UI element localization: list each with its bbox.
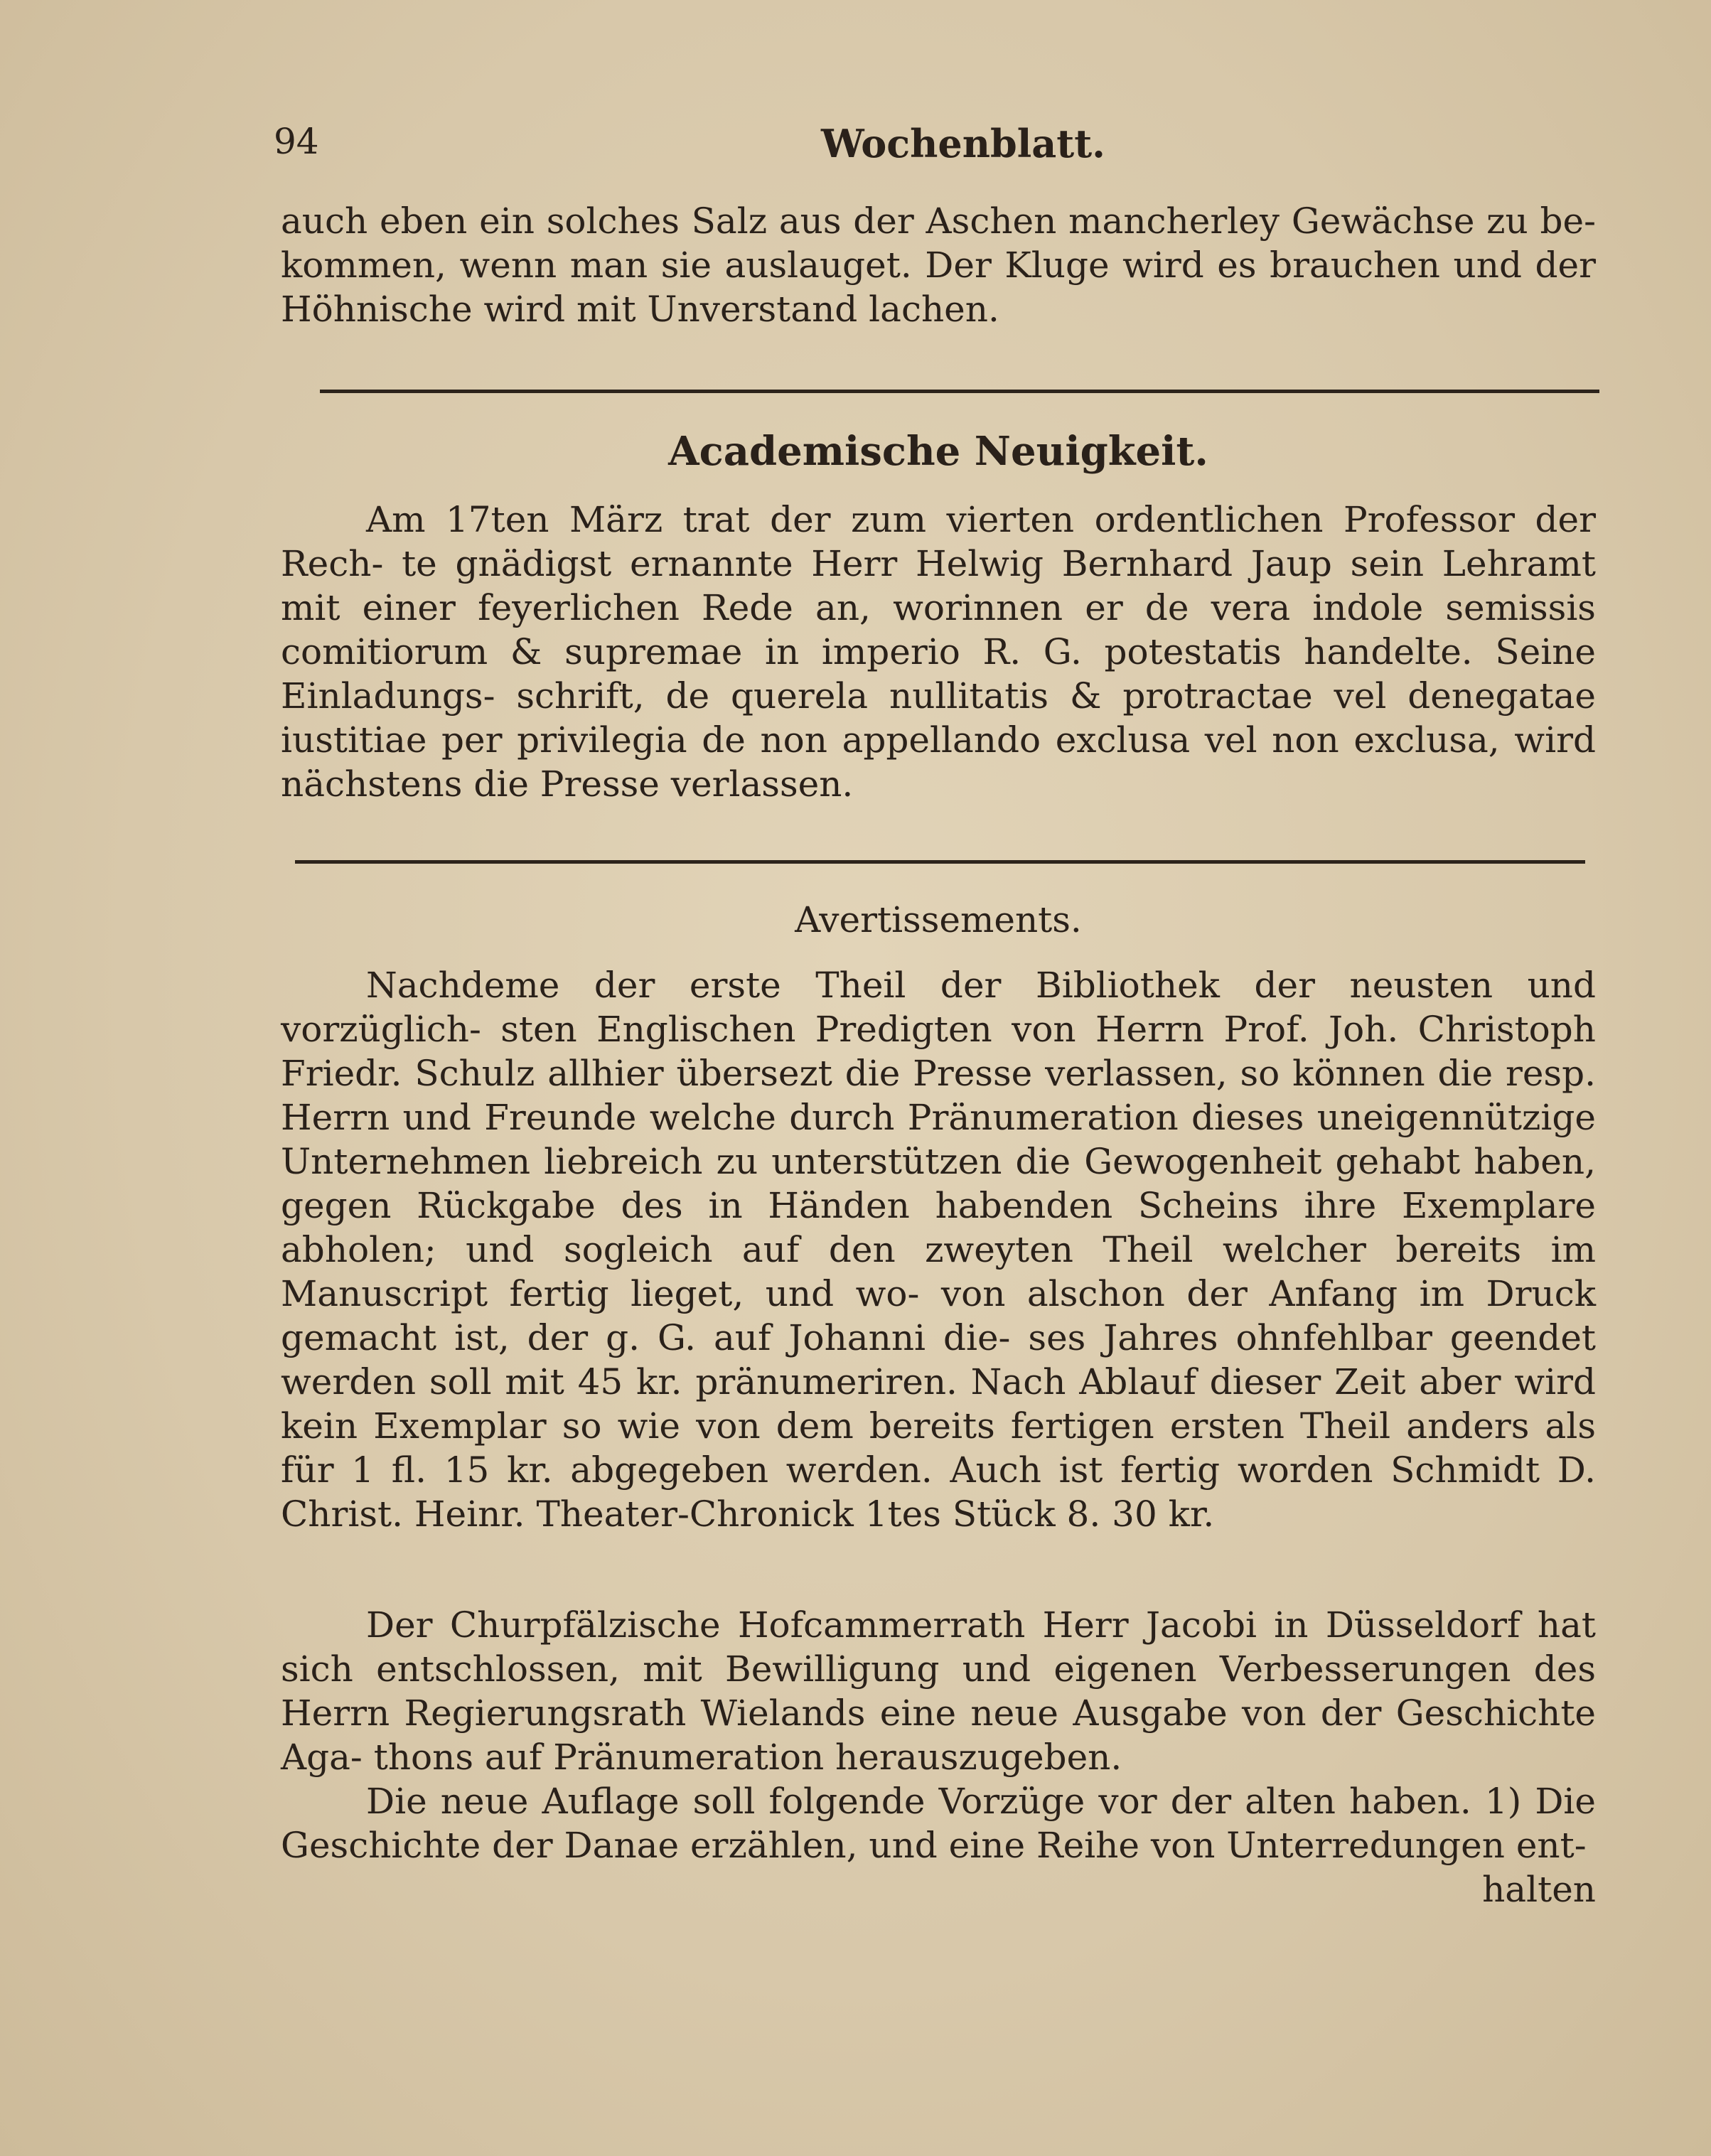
catchword	[281, 1867, 1596, 1911]
section-divider	[320, 390, 1599, 393]
text-line: kommen, wenn man sie auslauget. Der Kluge wird es brauchen und	[281, 245, 1522, 286]
section-academic-news	[281, 498, 1596, 806]
text-line: zu unterstützen die Gewogenheit gehabt haben, gegen Rückgabe des in	[281, 1141, 1596, 1226]
text-line: Der Churpfälzische Hofcammerrath Herr Jacobi in Düsseldorf hat	[366, 1604, 1596, 1646]
section-advertisements	[281, 963, 1596, 1536]
text-line: sich entschlossen, mit Bewilligung und eigenen Verbesserungen des Herrn	[281, 1648, 1596, 1734]
running-head: Wochenblatt.	[821, 121, 1105, 166]
text-line: Am 17ten März trat der zum vierten ordentlichen Professor der Rech-	[281, 499, 1596, 584]
text-line: schrift, de querela nullitatis & protractae vel denegatae iustitiae per	[281, 675, 1596, 761]
text-line: Händen habenden Scheins ihre Exemplare abholen; und sogleich auf	[281, 1185, 1596, 1270]
catchword-text: halten	[1482, 1869, 1596, 1910]
page-number: 94	[274, 121, 319, 162]
section-advertisements-2	[281, 1603, 1596, 1911]
text-line: der Höhnische wird mit Unverstand lachen.	[281, 245, 1596, 330]
text-line: welche durch Pränumeration dieses uneigennützige Unternehmen liebreich	[281, 1097, 1596, 1182]
section-divider	[295, 860, 1585, 864]
text-line: von alschon der Anfang im Druck gemacht ist, der g. G. auf Johanni die-	[281, 1273, 1596, 1358]
text-line: Geschichte der Danae erzählen, und eine Reihe von Unterredungen ent-	[281, 1825, 1587, 1866]
text-line: Stück 8. 30 kr.	[952, 1493, 1215, 1535]
text-line: ersten Theil anders als für 1 fl. 15 kr. abgegeben werden. Auch ist	[281, 1405, 1597, 1491]
paragraph	[281, 199, 1596, 331]
text-line: Nachdeme der erste Theil der Bibliothek der neusten und vorzüglich-	[281, 965, 1596, 1050]
text-line: te gnädigst ernannte Herr Helwig Bernhard Jaup sein Lehramt mit einer	[281, 543, 1596, 628]
text-line: die Presse verlassen.	[473, 763, 854, 805]
paragraph	[281, 498, 1596, 806]
text-line: Die neue Auflage soll folgende Vorzüge vor der alten haben. 1) Die	[366, 1781, 1596, 1822]
paragraph	[281, 1603, 1596, 1779]
text-line: ses Jahres ohnfehlbar geendet werden soll mit 45 kr. pränumeriren. Nach	[281, 1317, 1596, 1403]
section-heading-academic-news: Academische Neuigkeit.	[668, 428, 1208, 475]
text-line: Regierungsrath Wielands eine neue Ausgabe von der Geschichte Aga-	[281, 1693, 1596, 1778]
paragraph	[281, 1779, 1596, 1867]
text-line: sten Englischen Predigten von Herrn Prof. Joh. Christoph Friedr. Schulz	[281, 1009, 1596, 1094]
text-line: feyerlichen Rede an, worinnen er de vera indole semissis comitiorum &	[281, 587, 1596, 672]
section-heading-advertisements: Avertissements.	[795, 899, 1082, 940]
text-line: supremae in imperio R. G. potestatis handelte. Seine Einladungs-	[281, 631, 1596, 717]
text-line: auch eben ein solches Salz aus der Aschen mancherley Gewächse zu be-	[281, 200, 1596, 242]
text-line: fertig worden Schmidt D. Christ. Heinr. Theater-Chronick 1tes	[281, 1449, 1596, 1535]
text-line: den zweyten Theil welcher bereits im Manuscript fertig lieget, und wo-	[281, 1229, 1597, 1314]
page-header	[274, 121, 1603, 178]
text-line: thons auf Pränumeration herauszugeben.	[373, 1737, 1122, 1778]
section-continuation	[281, 199, 1596, 331]
text-line: allhier übersezt die Presse verlassen, so können die resp. Herrn und Freunde	[281, 1053, 1596, 1138]
paragraph	[281, 963, 1596, 1536]
text-line: Ablauf dieser Zeit aber wird kein Exemplar so wie von dem bereits fertigen	[281, 1361, 1596, 1447]
text-line: privilegia de non appellando exclusa vel non exclusa, wird nächstens	[281, 719, 1596, 805]
